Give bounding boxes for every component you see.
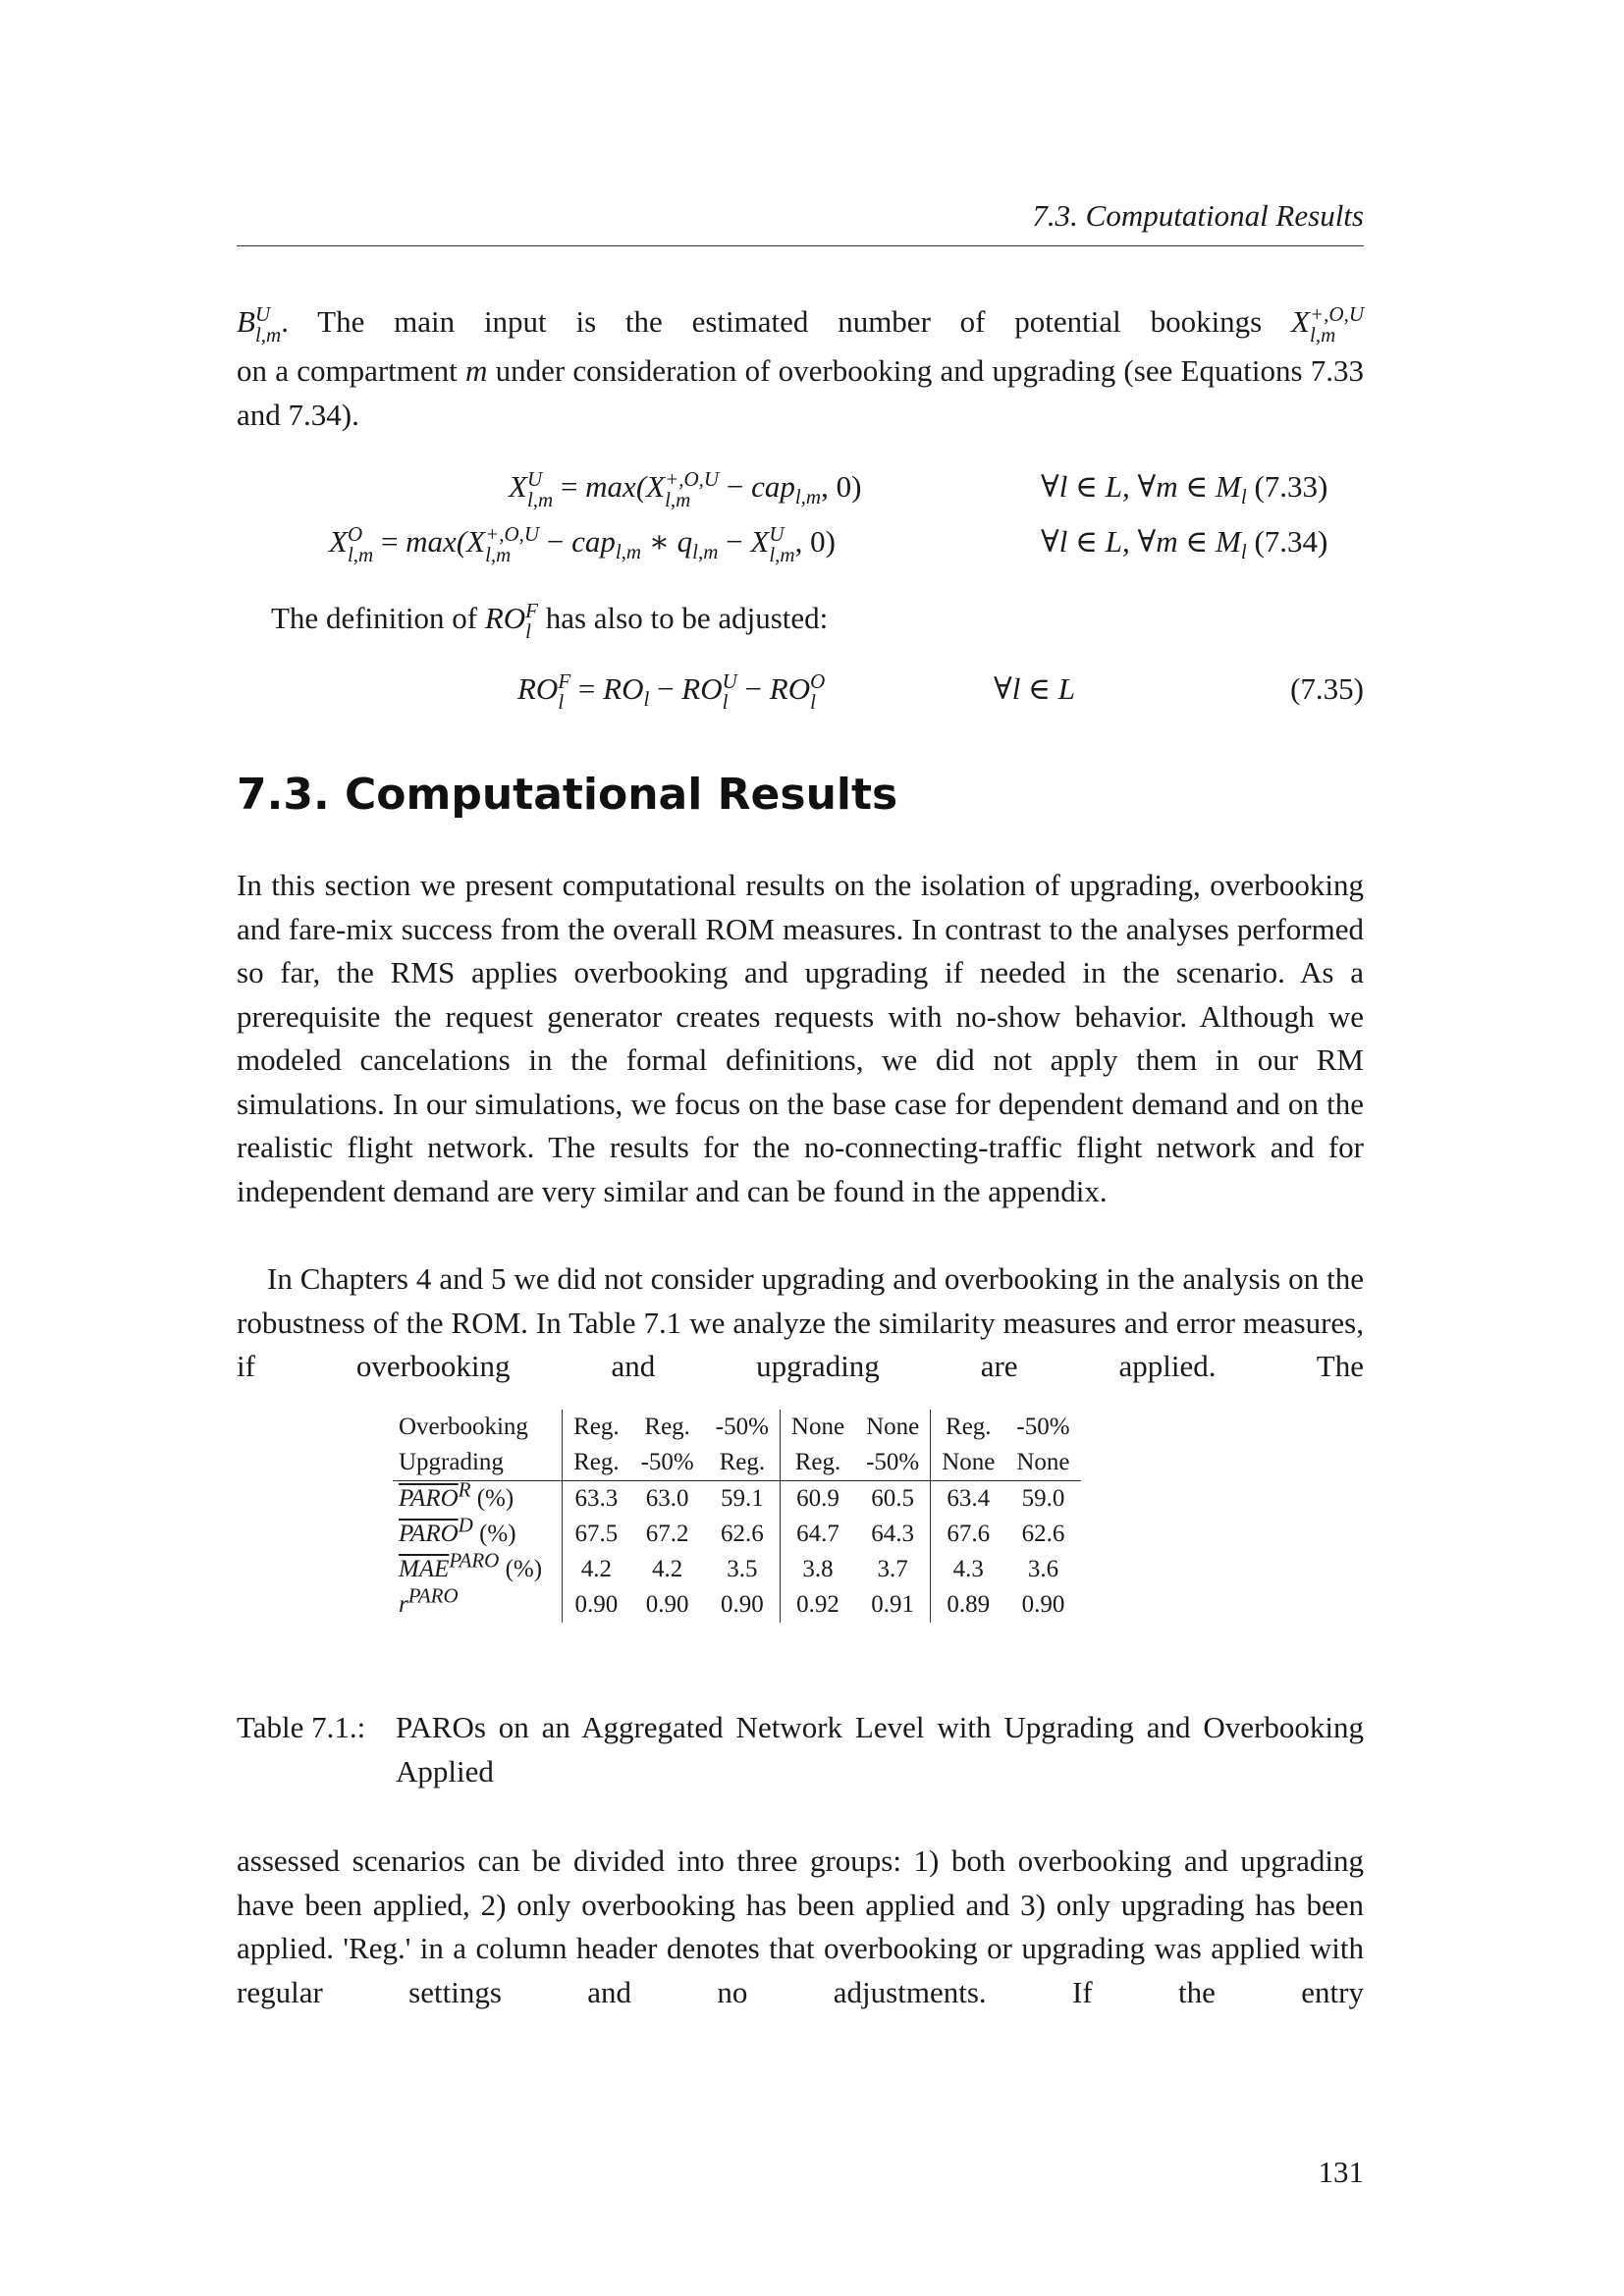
table-cell: 3.7 xyxy=(877,1556,908,1582)
table-cell: -50% xyxy=(715,1414,769,1440)
row-label: $PARO^D$ (%) xyxy=(399,1513,516,1547)
equation-7-33-condition: ∀l ∈ L, ∀m ∈ $M_l$ (7.33) xyxy=(1041,469,1328,509)
table-row xyxy=(393,1481,1081,1518)
equation-7-35: RO F l = $RO_l$ − RO U l − RO O l xyxy=(517,668,826,714)
equation-7-33: X U l,m = max(X +,O,U l,m − cap$_{l,m}$, 0) xyxy=(509,466,862,511)
table-cell: 0.90 xyxy=(1021,1591,1065,1618)
section-heading: 7.3. Computational Results xyxy=(237,770,898,820)
table-cell: 0.90 xyxy=(563,1587,630,1623)
table-cell: Reg. xyxy=(563,1410,630,1445)
table-cell: Reg. xyxy=(705,1445,781,1481)
intro-text-3: under consideration of overbooking and upgrading (see Equations 7.33 and 7.34). xyxy=(237,353,1365,432)
table-cell: 59.0 xyxy=(1021,1485,1065,1512)
row-label: $r^{PARO}$ xyxy=(399,1583,459,1618)
table-cell: Reg. xyxy=(563,1445,630,1481)
table-cell: -50% xyxy=(630,1445,705,1481)
page-number: 131 xyxy=(1318,2155,1364,2189)
body-paragraph-2: In Chapters 4 and 5 we did not consider upgrading and overbooking in the analysis on the robustness of the ROM. In Table 7.1 we analyze the similarity measures and error measures, if overbooking and upgrading are applied. The xyxy=(237,1261,1364,1383)
table-cell: 0.91 xyxy=(871,1591,915,1618)
table-cell: 4.3 xyxy=(931,1552,1006,1587)
intro-text-2: on a compartment xyxy=(237,353,465,388)
table-cell: 0.92 xyxy=(780,1587,855,1623)
table-cell: 4.2 xyxy=(563,1552,630,1587)
table-cell: Reg. xyxy=(931,1410,1006,1445)
table-cell: 67.6 xyxy=(931,1517,1006,1552)
table-row xyxy=(393,1517,1081,1552)
table-cell: 67.2 xyxy=(645,1521,689,1547)
body-paragraph-1: In this section we present computational results on the isolation of upgrading, overbooking and fare-mix success from the overall ROM measures. In contrast to the analyses performed so far, the RMS applies overbooking and upgrading if needed in the scenario. As a prerequisite the request generator creates requests with no-show behavior. Although we modeled cancelations in the formal definitions, we did not apply them in our RM simulations. In our simulations, we focus on the base case for dependent demand and on the realistic flight network. The results for the no-connecting-traffic flight network and for independent demand are very similar and can be found in the appendix. xyxy=(237,868,1364,1208)
equation-7-34: X O l,m = max(X +,O,U l,m − cap$_{l,m}$ ∗ $q_{l,m} - X$ U l,m , 0) xyxy=(329,521,836,566)
overbooking-label: Overbooking xyxy=(399,1414,528,1440)
table-caption xyxy=(237,1706,1364,1793)
table-cell: 64.7 xyxy=(780,1517,855,1552)
table-cell: 60.5 xyxy=(871,1485,915,1512)
table-header-row xyxy=(393,1410,1081,1445)
table-cell: 63.4 xyxy=(931,1481,1006,1518)
table-cell: 4.2 xyxy=(652,1556,683,1582)
table-cell: None xyxy=(1005,1445,1080,1481)
caption-label: Table 7.1.: xyxy=(237,1710,366,1744)
intro-paragraph-cont: on a compartment m under consideration of overbooking and upgrading (see Equations 7.33 and 7.34). xyxy=(237,353,1365,432)
equation-7-35-number: (7.35) xyxy=(1290,671,1364,706)
equation-7-34-condition: ∀l ∈ L, ∀m ∈ $M_l$ (7.34) xyxy=(1041,524,1328,564)
table-cell: 63.3 xyxy=(563,1481,630,1518)
intro-text-1: . The main input is the estimated number of potential bookings xyxy=(281,304,1292,339)
row-label: $PARO^R$ (%) xyxy=(399,1477,514,1512)
table-cell: 63.0 xyxy=(645,1485,689,1512)
table-cell: 67.5 xyxy=(563,1517,630,1552)
body-paragraph-3: assessed scenarios can be divided into three groups: 1) both overbooking and upgrading have been applied, 2) only overbooking has been applied and 3) only upgrading has been applied. 'Reg.' in a column header denotes that overbooking or upgrading was applied with regular settings and no adjustments. If the entry xyxy=(237,1843,1364,2009)
running-head: 7.3. Computational Results xyxy=(237,194,1364,246)
row-label: $\overline{MAE}^{PARO}$ (%) xyxy=(399,1548,543,1582)
table-cell: 0.90 xyxy=(720,1591,764,1618)
table-cell: 64.3 xyxy=(871,1521,915,1547)
table-row xyxy=(393,1552,1081,1587)
table-cell: 0.89 xyxy=(931,1587,1006,1623)
table-cell: 62.6 xyxy=(1021,1521,1065,1547)
results-table xyxy=(393,1410,1081,1623)
equation-7-34-number: (7.34) xyxy=(1254,524,1328,559)
caption-text: PAROs on an Aggregated Network Level with Upgrading and Overbooking Applied xyxy=(396,1710,1364,1789)
table-cell: -50% xyxy=(855,1445,931,1481)
equation-7-33-number: (7.33) xyxy=(1254,469,1328,504)
table-cell: -50% xyxy=(1016,1414,1070,1440)
table-cell: 3.8 xyxy=(780,1552,855,1587)
upgrading-label: Upgrading xyxy=(393,1445,563,1481)
intro-paragraph: B U l,m . The main input is the estimated number of potential bookings X +,O,U l,m xyxy=(237,301,1364,347)
table-cell: None xyxy=(866,1414,920,1440)
table-header-row xyxy=(393,1445,1081,1481)
table-cell: None xyxy=(931,1445,1006,1481)
table-cell: 3.5 xyxy=(727,1556,758,1582)
table-cell: 0.90 xyxy=(645,1591,689,1618)
table-cell: Reg. xyxy=(780,1445,855,1481)
table-cell: 62.6 xyxy=(720,1521,764,1547)
table-cell: None xyxy=(780,1410,855,1445)
table-cell: Reg. xyxy=(644,1414,690,1440)
equation-7-35-condition: ∀l ∈ L xyxy=(994,671,1076,706)
table-cell: 59.1 xyxy=(720,1485,764,1512)
table-cell: 60.9 xyxy=(780,1481,855,1518)
table-row xyxy=(393,1587,1081,1623)
table-cell: 3.6 xyxy=(1027,1556,1059,1582)
definition-line: The definition of RO F l has also to be adjusted: xyxy=(271,598,829,643)
